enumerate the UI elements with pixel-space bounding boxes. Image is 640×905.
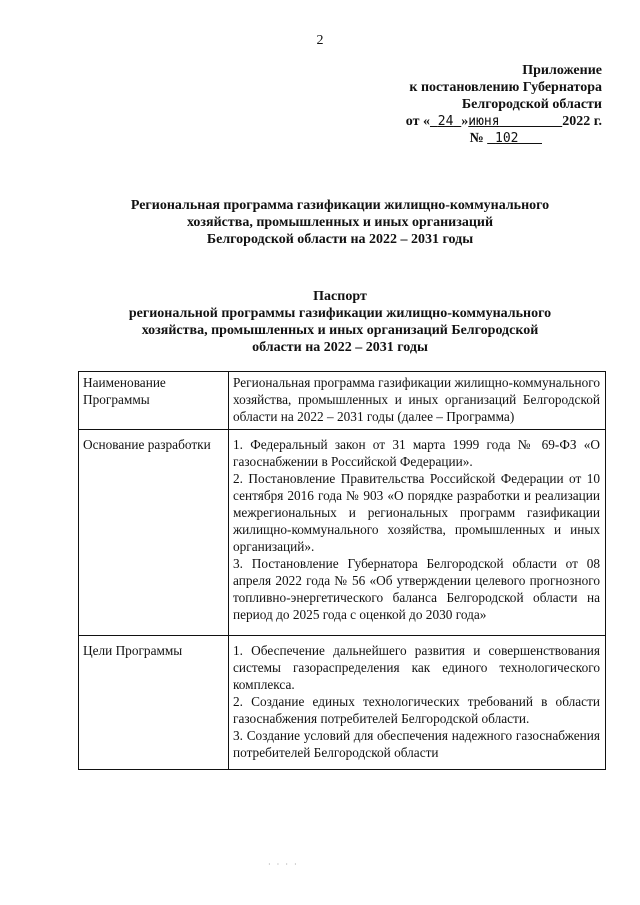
row-paragraph: 2. Создание единых технологических требований в области газоснабжения потребителей Белгородской области. [233,694,600,726]
row-paragraph: 1. Обеспечение дальнейшего развития и совершенствования системы газораспределения как единого технологического комплекса. [233,643,600,692]
passport-heading-line: области на 2022 – 2031 годы [252,340,428,355]
row-paragraph: 2. Постановление Правительства Российской Федерации от 10 сентября 2016 года № 903 «О порядке разработки и реализации межрегиональных и региональных программ газификации жилищно-коммунального хозяйства, промышленных и иных организаций». [233,471,600,554]
page-number: 2 [316,33,324,48]
scan-artifact: · · · · [268,860,299,869]
number-prefix: № [469,131,484,146]
table-row [79,430,606,636]
appendix-number [342,130,602,147]
date-year: 2022 г. [562,114,602,129]
date-mid: » [461,114,469,129]
date-prefix: от « [405,114,430,129]
appendix-region: Белгородской области [461,97,602,112]
program-title [40,197,640,248]
passport-heading [40,288,640,356]
row-label: Цели Программы [79,636,229,770]
date-month: июня [468,114,500,129]
passport-heading-line: региональной программы газификации жилищно-коммунального [128,306,552,321]
row-value [229,372,606,430]
number-value: 102 [495,131,519,146]
row-paragraph: 3. Создание условий для обеспечения надежного газоснабжения потребителей Белгородской области [233,728,600,760]
appendix-title: Приложение [522,63,602,78]
passport-heading-line: Паспорт [313,289,367,304]
table-row [79,372,606,430]
date-day: 24 [437,114,454,129]
appendix-block [342,62,602,147]
passport-table [78,371,606,770]
program-title-line: Региональная программа газификации жилищно-коммунального [130,198,550,213]
row-paragraph: 1. Федеральный закон от 31 марта 1999 года № 69-ФЗ «О газоснабжении в Российской Федерации». [233,437,600,469]
passport-heading-line: хозяйства, промышленных и иных организаций Белгородской [141,323,539,338]
appendix-decree: к постановлению Губернатора [409,80,602,95]
row-paragraph: Региональная программа газификации жилищно-коммунального хозяйства, промышленных и иных организаций Белгородской области на 2022 – 2031 годы (далее – Программа) [233,375,600,424]
program-title-line: Белгородской области на 2022 – 2031 годы [206,232,474,247]
row-label: Основание разработки [79,430,229,636]
appendix-date [342,113,602,130]
row-value [229,636,606,770]
program-title-line: хозяйства, промышленных и иных организаций [186,215,494,230]
table-row [79,636,606,770]
row-value [229,430,606,636]
row-label: Наименование Программы [79,372,229,430]
row-paragraph: 3. Постановление Губернатора Белгородской области от 08 апреля 2022 года № 56 «Об утверждении целевого прогнозного топливно-энергетического баланса Белгородской области на период до 2025 года с оценкой до 2030 года» [233,556,600,622]
